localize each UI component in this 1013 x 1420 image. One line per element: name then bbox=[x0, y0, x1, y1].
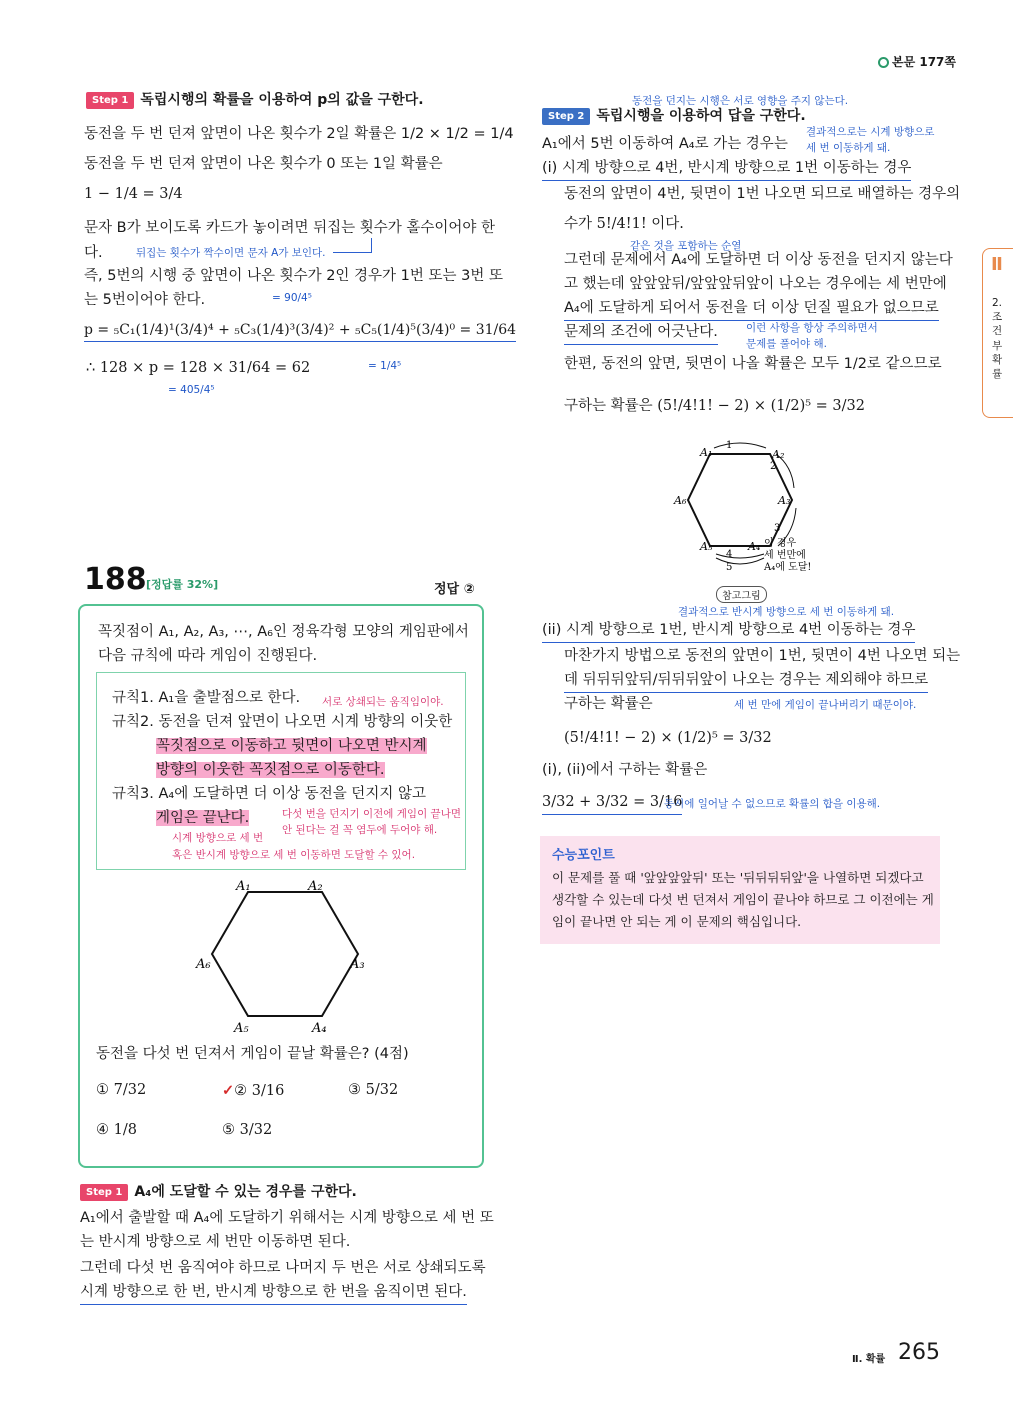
step-label: 1 bbox=[726, 440, 733, 451]
solution-line: 그런데 문제에서 A₄에 도달하면 더 이상 동전을 던지지 않는다 bbox=[564, 252, 953, 268]
solution-line: 는 반시계 방향으로 세 번만 이동하면 된다. bbox=[80, 1234, 351, 1250]
note: 동전을 던지는 시행은 서로 영향을 주지 않는다. bbox=[632, 95, 849, 107]
note: 서로 상쇄되는 움직임이야. bbox=[322, 696, 444, 708]
choice-5[interactable]: ⑤ 3/32 bbox=[222, 1122, 273, 1138]
fig-note: 세 번만에 bbox=[764, 550, 806, 561]
step-label: 2 bbox=[770, 461, 777, 472]
vertex-label: A₁ bbox=[236, 880, 251, 894]
note: 시계 방향으로 세 번 bbox=[172, 832, 264, 844]
solution-line: 마찬가지 방법으로 동전의 앞면이 1번, 뒷면이 4번 나오면 되는 bbox=[564, 648, 961, 664]
key-point-text: 이 문제를 풀 때 '앞앞앞앞뒤' 또는 '뒤뒤뒤뒤앞'을 나열하면 되겠다고 bbox=[552, 870, 924, 885]
hexagon-figure bbox=[190, 880, 380, 1040]
solution-line: 고 했는데 앞앞앞뒤/앞앞앞뒤앞이 나오는 경우에는 세 번만에 bbox=[564, 276, 947, 292]
vertex-label: A₆ bbox=[196, 957, 211, 972]
solution-line: A₁에서 출발할 때 A₄에 도달하기 위해서는 시계 방향으로 세 번 또 bbox=[80, 1210, 494, 1226]
note: = 405/4⁵ bbox=[168, 384, 215, 396]
solution-line: 1 − 1/4 = 3/4 bbox=[84, 186, 183, 202]
note: 결과적으로 반시계 방향으로 세 번 이동하게 돼. bbox=[678, 606, 895, 618]
rule-2-cont: 꼭짓점으로 이동하고 뒷면이 나오면 반시계 bbox=[156, 738, 427, 754]
checkmark-icon: ✓ bbox=[222, 1082, 235, 1099]
solution-line: 3/32 + 3/32 = 3/16 bbox=[542, 792, 682, 815]
question-main: 동전을 다섯 번 던져서 게임이 끝날 확률은? (4점) bbox=[96, 1046, 409, 1062]
question-text: 다음 규칙에 따라 게임이 진행된다. bbox=[98, 648, 318, 664]
result-line: ∴ 128 × p = 128 × 31/64 = 62 bbox=[86, 360, 311, 376]
question-text: 꼭짓점이 A₁, A₂, A₃, ⋯, A₆인 정육각형 모양의 게임판에서 bbox=[98, 624, 469, 640]
solution-line: 그런데 다섯 번 움직여야 하므로 나머지 두 번은 서로 상쇄되도록 bbox=[80, 1260, 486, 1276]
svg-text:A₄: A₄ bbox=[748, 540, 761, 553]
chapter-title: 2. 조건부확률 bbox=[992, 297, 1003, 380]
chapter-roman: Ⅱ bbox=[991, 254, 1003, 275]
note: 같은 것을 포함하는 순열 bbox=[630, 240, 742, 252]
solution-line: 시계 방향으로 한 번, 반시계 방향으로 한 번을 움직이면 된다. bbox=[80, 1282, 467, 1305]
solution-line: 는 5번이어야 한다. bbox=[84, 292, 206, 308]
svg-text:A₂: A₂ bbox=[772, 448, 785, 461]
step-label: 5 bbox=[726, 562, 733, 573]
svg-text:A₃: A₃ bbox=[778, 494, 791, 507]
step-badge: Step 1 bbox=[80, 1184, 128, 1201]
step-badge: Step 1 bbox=[86, 92, 134, 109]
solution-line: 데 뒤뒤뒤앞뒤/뒤뒤뒤앞이 나오는 경우는 제외해야 하므로 bbox=[564, 670, 928, 693]
step2-heading: Step 2 독립시행을 이용하여 답을 구한다. bbox=[542, 106, 806, 128]
note: = 1/4⁵ bbox=[368, 360, 402, 372]
vertex-label: A₄ bbox=[312, 1021, 327, 1036]
choice-2[interactable]: ✓② 3/16 bbox=[222, 1082, 285, 1099]
solution-line: (i) 시계 방향으로 4번, 반시계 방향으로 1번 이동하는 경우 bbox=[542, 158, 911, 181]
vertex-label: A₂ bbox=[308, 880, 323, 894]
fig-note: 이 경우 bbox=[764, 538, 797, 549]
solution-line: 동전을 두 번 던져 앞면이 나온 횟수가 2일 확률은 1/2 × 1/2 = 1/4 bbox=[84, 126, 514, 142]
note: 문제를 풀어야 해. bbox=[746, 338, 828, 350]
answer-label: 정답 ② bbox=[434, 582, 475, 597]
rule-1: 규칙1. A₁을 출발점으로 한다. bbox=[112, 690, 301, 706]
rule-2: 규칙2. 동전을 던져 앞면이 나오면 시계 방향의 이웃한 bbox=[112, 714, 453, 730]
rule-2-cont: 방향의 이웃한 꼭짓점으로 이동한다. bbox=[156, 762, 385, 778]
correct-rate: [정답률 32%] bbox=[146, 578, 219, 591]
choice-1[interactable]: ① 7/32 bbox=[96, 1082, 147, 1098]
choice-4[interactable]: ④ 1/8 bbox=[96, 1122, 137, 1138]
vertex-label: A₃ bbox=[350, 957, 365, 972]
solution-line: 구하는 확률은 (5!/4!1! − 2) × (1/2)⁵ = 3/32 bbox=[564, 398, 865, 414]
note: 결과적으로는 시계 방향으로 bbox=[806, 126, 935, 138]
step-badge: Step 2 bbox=[542, 108, 590, 125]
note: 다섯 번을 던지기 이전에 게임이 끝나면 bbox=[282, 808, 461, 820]
solution-line: 동전을 두 번 던져 앞면이 나온 횟수가 0 또는 1일 확률은 bbox=[84, 156, 443, 172]
note: 이런 사항을 항상 주의하면서 bbox=[746, 322, 878, 334]
solution-line: (i), (ii)에서 구하는 확률은 bbox=[542, 762, 708, 778]
step-label: 3 bbox=[774, 523, 781, 534]
note: 안 된다는 걸 꼭 염두에 두어야 해. bbox=[282, 824, 438, 836]
solution-line: 수가 5!/4!1! 이다. bbox=[564, 216, 684, 232]
solution-line: 구하는 확률은 bbox=[564, 696, 653, 712]
rule-3-cont: 게임은 끝난다. bbox=[156, 810, 250, 826]
svg-text:A₅: A₅ bbox=[700, 540, 713, 553]
footer-section: Ⅱ. 확률 bbox=[852, 1354, 886, 1365]
arrow-line bbox=[333, 238, 372, 253]
solution-line: (5!/4!1! − 2) × (1/2)⁵ = 3/32 bbox=[564, 730, 772, 746]
solution-line: 문자 B가 보이도록 카드가 놓이려면 뒤집는 횟수가 홀수이어야 한 bbox=[84, 220, 496, 236]
choice-3[interactable]: ③ 5/32 bbox=[348, 1082, 399, 1098]
step1-heading: Step 1 독립시행의 확률을 이용하여 p의 값을 구한다. bbox=[86, 90, 424, 112]
key-point-text: 임이 끝나면 안 되는 게 이 문제의 핵심입니다. bbox=[552, 914, 802, 929]
solution-line: A₄에 도달하게 되어서 동전을 더 이상 던질 필요가 없으므로 bbox=[564, 298, 939, 321]
solution-line: A₁에서 5번 이동하여 A₄로 가는 경우는 bbox=[542, 136, 788, 152]
svg-text:A₆: A₆ bbox=[674, 494, 687, 507]
step-label: 4 bbox=[726, 549, 733, 560]
key-point-title: 수능포인트 bbox=[552, 848, 615, 863]
page-number: 265 bbox=[898, 1340, 940, 1365]
solution-line: 즉, 5번의 시행 중 앞면이 나온 횟수가 2인 경우가 1번 또는 3번 또 bbox=[84, 268, 503, 284]
note: 세 번 이동하게 돼. bbox=[806, 142, 891, 154]
solution-line: 동전의 앞면이 4번, 뒷면이 1번 나오면 되므로 배열하는 경우의 bbox=[564, 186, 961, 202]
key-point-text: 생각할 수 있는데 다섯 번 던져서 게임이 끝나야 하므로 그 이전에는 게 bbox=[552, 892, 934, 907]
step1b-heading: Step 1 A₄에 도달할 수 있는 경우를 구한다. bbox=[80, 1182, 357, 1204]
page-ref: 본문 177쪽 bbox=[878, 53, 956, 70]
note: 동시에 일어날 수 없으므로 확률의 합을 이용해. bbox=[664, 798, 881, 810]
solution-line: 문제의 조건에 어긋난다. bbox=[564, 322, 718, 345]
solution-line: (ii) 시계 방향으로 1번, 반시계 방향으로 4번 이동하는 경우 bbox=[542, 620, 915, 643]
reference-figure-label: 참고그림 bbox=[716, 586, 767, 603]
svg-text:A₁: A₁ bbox=[700, 446, 713, 459]
solution-line: 다. bbox=[84, 245, 103, 261]
fig-note: A₄에 도달! bbox=[764, 562, 812, 573]
note: 혹은 반시계 방향으로 세 번 이동하면 도달할 수 있어. bbox=[172, 849, 416, 861]
p-formula: p = ₅C₁(1/4)¹(3/4)⁴ + ₅C₃(1/4)³(3/4)² + ₅C₅(1/4)⁵(3/4)⁰ = 31/64 bbox=[84, 320, 516, 342]
rule-3: 규칙3. A₄에 도달하면 더 이상 동전을 던지지 않고 bbox=[112, 786, 426, 802]
note: 세 번 만에 게임이 끝나버리기 때문이야. bbox=[734, 699, 917, 711]
circle-icon bbox=[878, 57, 889, 68]
reference-hexagon bbox=[670, 436, 840, 578]
problem-number: 188 bbox=[84, 562, 147, 597]
note: = 90/4⁵ bbox=[272, 292, 312, 304]
vertex-label: A₅ bbox=[234, 1021, 249, 1036]
note: 뒤집는 횟수가 짝수이면 문자 A가 보인다. bbox=[136, 247, 326, 259]
solution-line: 한편, 동전의 앞면, 뒷면이 나올 확률은 모두 1/2로 같으므로 bbox=[564, 356, 942, 372]
